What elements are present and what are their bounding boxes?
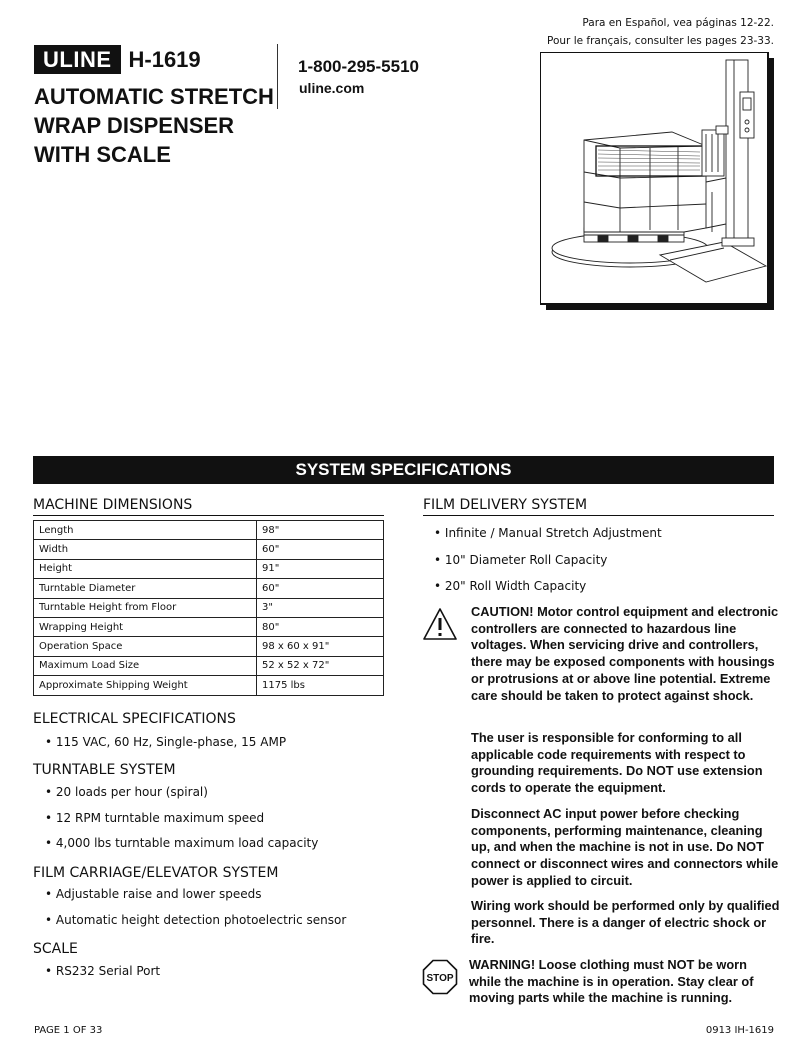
table-cell-label: Approximate Shipping Weight bbox=[34, 676, 257, 695]
document-code: 0913 IH-1619 bbox=[705, 1025, 774, 1036]
stop-sign-icon bbox=[422, 959, 458, 995]
electrical-specifications-heading: ELECTRICAL SPECIFICATIONS bbox=[33, 711, 236, 727]
table-row bbox=[34, 617, 384, 636]
table-cell-label: Height bbox=[34, 559, 257, 578]
table-cell-label: Width bbox=[34, 540, 257, 559]
table-cell-label: Length bbox=[34, 521, 257, 540]
brand-row bbox=[34, 45, 201, 74]
user-responsibility-paragraph: The user is responsible for conforming to all applicable code requirements with respect to grounding requirements. Do NOT use extension cords to operate the equipment. bbox=[471, 730, 763, 796]
table-cell-value: 98 x 60 x 91" bbox=[257, 637, 384, 656]
table-row bbox=[34, 637, 384, 656]
scale-list bbox=[45, 964, 160, 978]
list-item: • Automatic height detection photoelectric sensor bbox=[45, 913, 346, 939]
list-item: • 20 loads per hour (spiral) bbox=[45, 785, 318, 811]
scale-heading: SCALE bbox=[33, 941, 78, 957]
table-row bbox=[34, 676, 384, 695]
table-cell-value: 52 x 52 x 72" bbox=[257, 656, 384, 675]
table-cell-value: 91" bbox=[257, 559, 384, 578]
title-line: AUTOMATIC STRETCH bbox=[34, 84, 274, 109]
disconnect-power-paragraph: Disconnect AC input power before checking components, performing maintenance, cleaning up, and when the machine is not in use. Do NOT connect or disconnect wires and connectors while power is applied to circuit. bbox=[471, 806, 779, 888]
header-divider bbox=[277, 44, 278, 109]
list-item: • Adjustable raise and lower speeds bbox=[45, 887, 346, 913]
table-cell-value: 3" bbox=[257, 598, 384, 617]
table-row bbox=[34, 521, 384, 540]
table-cell-label: Turntable Height from Floor bbox=[34, 598, 257, 617]
table-cell-label: Wrapping Height bbox=[34, 617, 257, 636]
table-row bbox=[34, 559, 384, 578]
page-number: PAGE 1 OF 33 bbox=[34, 1025, 103, 1036]
stop-label: STOP bbox=[426, 973, 454, 984]
spanish-pages-note: Para en Español, vea páginas 12-22. bbox=[582, 17, 774, 29]
website-link[interactable]: uline.com bbox=[299, 80, 365, 96]
list-item: • 10" Diameter Roll Capacity bbox=[434, 553, 662, 580]
language-note bbox=[547, 14, 774, 50]
phone-number: 1-800-295-5510 bbox=[298, 57, 419, 76]
table-cell-label: Operation Space bbox=[34, 637, 257, 656]
caution-triangle-icon bbox=[422, 606, 458, 642]
system-specifications-header: SYSTEM SPECIFICATIONS bbox=[33, 456, 774, 484]
table-cell-value: 80" bbox=[257, 617, 384, 636]
machine-dimensions-table bbox=[33, 520, 384, 696]
french-pages-note: Pour le français, consulter les pages 23-33. bbox=[547, 35, 774, 47]
list-item: • RS232 Serial Port bbox=[45, 964, 160, 978]
title-line: WRAP DISPENSER bbox=[34, 113, 235, 138]
table-row bbox=[34, 540, 384, 559]
film-delivery-list bbox=[434, 526, 662, 606]
table-row bbox=[34, 656, 384, 675]
film-delivery-heading: FILM DELIVERY SYSTEM bbox=[423, 497, 774, 516]
model-number: H-1619 bbox=[128, 46, 201, 72]
list-item: • Infinite / Manual Stretch Adjustment bbox=[434, 526, 662, 553]
product-title bbox=[34, 82, 274, 169]
list-item: • 20" Roll Width Capacity bbox=[434, 579, 662, 606]
stretch-wrap-machine-illustration bbox=[540, 52, 776, 312]
uline-logo: ULINE bbox=[34, 45, 121, 74]
table-cell-label: Turntable Diameter bbox=[34, 579, 257, 598]
warning-paragraph: WARNING! Loose clothing must NOT be worn while the machine is in operation. Stay clear of moving parts while the machine is running. bbox=[469, 957, 754, 1006]
turntable-list bbox=[45, 785, 318, 862]
caution-paragraph: CAUTION! Motor control equipment and electronic controllers are connected to hazardous line voltages. When servicing drive and controllers, there may be exposed components with housings or protrusions at or above line potential. Extreme care should be taken to protect against shock. bbox=[471, 604, 779, 703]
table-cell-value: 1175 lbs bbox=[257, 676, 384, 695]
list-item: • 4,000 lbs turntable maximum load capacity bbox=[45, 836, 318, 862]
table-cell-label: Maximum Load Size bbox=[34, 656, 257, 675]
list-item: • 12 RPM turntable maximum speed bbox=[45, 811, 318, 837]
machine-dimensions-heading: MACHINE DIMENSIONS bbox=[33, 497, 384, 516]
film-carriage-list bbox=[45, 887, 346, 938]
turntable-system-heading: TURNTABLE SYSTEM bbox=[33, 762, 176, 778]
electrical-list bbox=[45, 735, 286, 749]
table-cell-value: 60" bbox=[257, 579, 384, 598]
table-row bbox=[34, 579, 384, 598]
table-cell-value: 60" bbox=[257, 540, 384, 559]
film-carriage-heading: FILM CARRIAGE/ELEVATOR SYSTEM bbox=[33, 865, 279, 881]
title-line: WITH SCALE bbox=[34, 142, 171, 167]
table-cell-value: 98" bbox=[257, 521, 384, 540]
list-item: • 115 VAC, 60 Hz, Single-phase, 15 AMP bbox=[45, 735, 286, 749]
wiring-paragraph: Wiring work should be performed only by qualified personnel. There is a danger of electric shock or fire. bbox=[471, 898, 780, 947]
table-row bbox=[34, 598, 384, 617]
